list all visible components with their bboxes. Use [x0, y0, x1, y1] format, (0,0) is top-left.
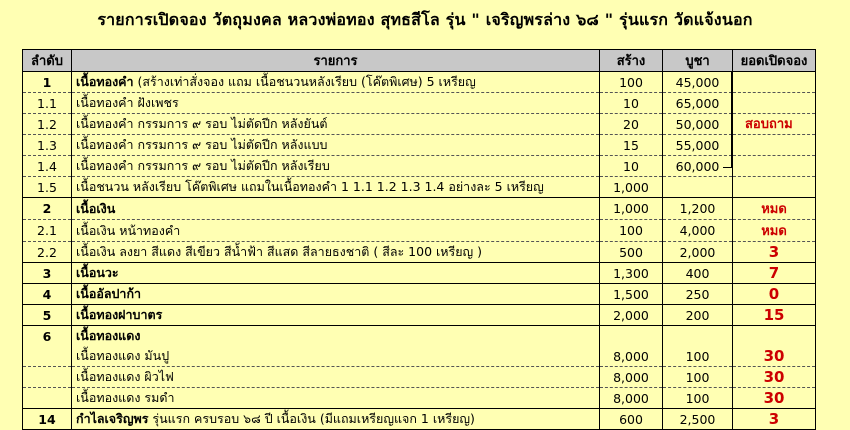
cell-status [733, 72, 816, 93]
item-text: เนื้อทองแดง มันปู [76, 348, 170, 363]
cell-made: 15 [600, 135, 663, 156]
table-row [23, 72, 816, 93]
table-row [23, 367, 816, 388]
item-text: เนื้อทองคำ กรรมการ ๙ รอบ ไม่ตัดปีก หลังเรียบ [76, 158, 330, 173]
header-price: บูชา [663, 50, 733, 72]
item-bold: เนื้ออัลปาก้า [76, 286, 142, 301]
cell-status: หมด [733, 198, 816, 220]
cell-no: 1.3 [23, 135, 72, 156]
cell-made: 1,000 [600, 198, 663, 220]
cell-item [72, 242, 600, 263]
cell-made: 20 [600, 114, 663, 135]
cell-no: 1.1 [23, 93, 72, 114]
cell-item [72, 220, 600, 242]
cell-item [72, 346, 600, 367]
inquire-note: สอบถาม [745, 117, 793, 132]
table-row [23, 388, 816, 409]
cell-no [23, 367, 72, 388]
table-header-row [23, 50, 816, 72]
cell-no: 2 [23, 198, 72, 220]
cell-made: 100 [600, 220, 663, 242]
cell-item [72, 72, 600, 93]
item-bold: กำไลเจริญพร [76, 411, 149, 426]
table-row [23, 135, 816, 156]
cell-status: 15 [733, 305, 816, 326]
cell-item [72, 284, 600, 305]
cell-made: 1,300 [600, 263, 663, 284]
table-row [23, 93, 816, 114]
item-bold: เนื้อทองคำ [76, 74, 134, 89]
cell-status: 3 [733, 409, 816, 430]
cell-status: หมด [733, 220, 816, 242]
cell-status: 7 [733, 263, 816, 284]
item-text: เนื้อเงิน หน้าทองคำ [76, 222, 181, 238]
cell-status [733, 135, 816, 156]
table-row [23, 220, 816, 242]
item-text: (สร้างเท่าสั่งจอง แถม เนื้อชนวนหลังเรียบ (โค๊ตพิเศษ) 5 เหรียญ [133, 74, 476, 89]
cell-no: 1 [23, 72, 72, 93]
cell-status [733, 93, 816, 114]
cell-price: 200 [663, 305, 733, 326]
cell-no [23, 388, 72, 409]
cell-status: 3 [733, 242, 816, 263]
table-row [23, 326, 816, 347]
cell-no: 5 [23, 305, 72, 326]
cell-price: 55,000 [663, 135, 733, 156]
table-row [23, 114, 816, 135]
header-open: ยอดเปิดจอง [733, 50, 816, 72]
cell-item [72, 409, 600, 430]
cell-status: 0 [733, 284, 816, 305]
cell-made: 2,000 [600, 305, 663, 326]
cell-price: 100 [663, 346, 733, 367]
cell-no: 4 [23, 284, 72, 305]
cell-item [72, 263, 600, 284]
cell-price: 65,000 [663, 93, 733, 114]
cell-price: 2,000 [663, 242, 733, 263]
cell-no: 2.2 [23, 242, 72, 263]
cell-made: 600 [600, 409, 663, 430]
cell-made: 8,000 [600, 346, 663, 367]
header-made: สร้าง [600, 50, 663, 72]
group-bracket [723, 71, 733, 168]
cell-made: 8,000 [600, 367, 663, 388]
cell-status: 30 [733, 346, 816, 367]
cell-status [733, 156, 816, 177]
table-row [23, 263, 816, 284]
table-row [23, 346, 816, 367]
cell-no [23, 346, 72, 367]
cell-no: 6 [23, 326, 72, 347]
cell-item [72, 305, 600, 326]
cell-no: 1.5 [23, 177, 72, 198]
cell-price: 250 [663, 284, 733, 305]
cell-no: 14 [23, 409, 72, 430]
cell-price: 100 [663, 367, 733, 388]
cell-made [600, 326, 663, 347]
header-no: ลำดับ [23, 50, 72, 72]
cell-status: 30 [733, 388, 816, 409]
header-item: รายการ [72, 50, 600, 72]
cell-item [72, 326, 600, 347]
page-title: รายการเปิดจอง วัตถุมงคล หลวงพ่อทอง สุทธสีโล รุ่น " เจริญพรล่าง ๖๘ " รุ่นแรก วัดแจ้งนอก [97, 10, 753, 29]
table-row [23, 242, 816, 263]
cell-no: 1.4 [23, 156, 72, 177]
cell-price [663, 177, 733, 198]
cell-status [733, 177, 816, 198]
item-text: เนื้อชนวน หลังเรียบ โค๊ตพิเศษ แถมในเนื้อทองคำ 1 1.1 1.2 1.3 1.4 อย่างละ 5 เหรียญ [76, 179, 544, 194]
item-bold: เนื้อทองฝาบาตร [76, 307, 163, 322]
cell-item [72, 367, 600, 388]
table-row [23, 198, 816, 220]
cell-price: 4,000 [663, 220, 733, 242]
cell-no: 2.1 [23, 220, 72, 242]
cell-status: 30 [733, 367, 816, 388]
cell-item [72, 177, 600, 198]
cell-item [72, 388, 600, 409]
item-bold: เนื้อนวะ [76, 265, 119, 280]
cell-price: 45,000 [663, 72, 733, 93]
cell-item [72, 135, 600, 156]
item-text: เนื้อทองคำ กรรมการ ๙ รอบ ไม่ตัดปีก หลังยันต์ [76, 116, 328, 131]
cell-price: 1,200 [663, 198, 733, 220]
table-row [23, 305, 816, 326]
cell-made: 1,000 [600, 177, 663, 198]
item-text: เนื้อทองแดง ผิวไฟ [76, 369, 174, 384]
item-text: เนื้อทองคำ ฝังเพชร [76, 95, 179, 110]
table-row [23, 177, 816, 198]
cell-made: 500 [600, 242, 663, 263]
cell-price: 400 [663, 263, 733, 284]
cell-status [733, 326, 816, 347]
cell-price: 60,000 [663, 156, 733, 177]
item-text: เนื้อทองแดง รมดำ [76, 390, 175, 405]
table-row [23, 409, 816, 430]
reservation-table [22, 49, 816, 430]
cell-price: 50,000 [663, 114, 733, 135]
cell-price: 2,500 [663, 409, 733, 430]
item-text: เนื้อทองคำ กรรมการ ๙ รอบ ไม่ตัดปีก หลังแบบ [76, 137, 328, 152]
item-text: รุ่นแรก ครบรอบ ๖๘ ปี เนื้อเงิน (มีแถมเหรียญแจก 1 เหรียญ) [148, 411, 475, 426]
cell-made: 8,000 [600, 388, 663, 409]
cell-price [663, 326, 733, 347]
item-text: เนื้อเงิน ลงยา สีแดง สีเขียว สีน้ำฟ้า สีแสด สีลายธงชาติ ( สีละ 100 เหรียญ ) [76, 244, 483, 259]
cell-made: 100 [600, 72, 663, 93]
cell-made: 10 [600, 156, 663, 177]
cell-item [72, 156, 600, 177]
cell-made: 10 [600, 93, 663, 114]
cell-price: 100 [663, 388, 733, 409]
item-bold: เนื้อทองแดง [76, 328, 141, 343]
item-bold: เนื้อเงิน [76, 200, 116, 216]
table-row [23, 284, 816, 305]
cell-no: 3 [23, 263, 72, 284]
cell-item [72, 198, 600, 220]
cell-item [72, 93, 600, 114]
cell-no: 1.2 [23, 114, 72, 135]
cell-made: 1,500 [600, 284, 663, 305]
cell-item [72, 114, 600, 135]
table-row [23, 156, 816, 177]
